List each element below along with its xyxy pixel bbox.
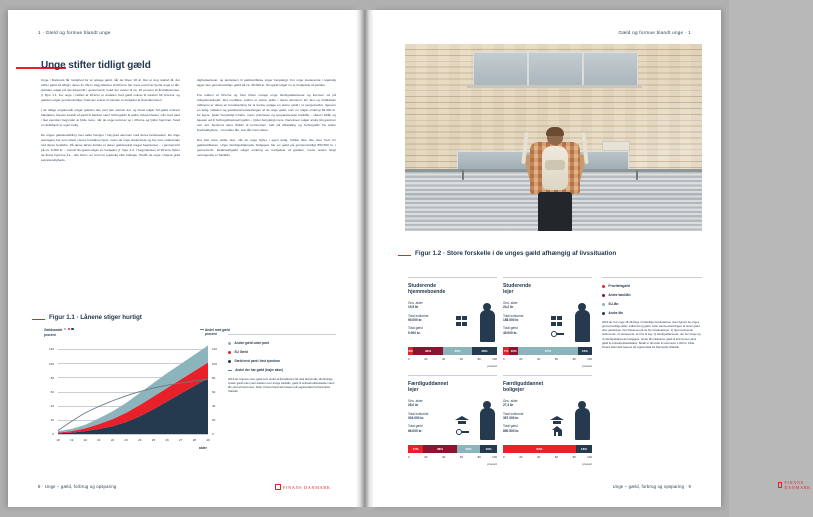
window-sill xyxy=(467,85,642,88)
running-head-left: 1 · Gæld og formue blandt unge xyxy=(38,30,111,35)
scale-tick: 0 xyxy=(503,357,505,361)
person-icon xyxy=(575,408,590,440)
panel-debt-label: Total gæld xyxy=(503,326,518,331)
legend-label: SU Gæld xyxy=(234,349,248,354)
figure-1-2-note: 2019-tal. For unge 18-29-årige i forskellige livssituationer viser figuren de unges gennemsnitlige alder, indkomst og gæld, samt sammensætningen af deres gæld efter gældstype. Der fokuseres på de fire livssituationer: 1) hjemmeboende studerende, 2) studerende, der bor til leje, 3) færdiguddannede, der bor til leje og 4) færdiguddannede boligejere. Andre lån inkluderer gæld til kommunen samt gæld til onlinekreditselskaber. Beløb er afrundet til nærmeste 1.000 kr. Kilde: Finans Danmark baseret på registerdata fra Danmarks Statistik. xyxy=(602,320,701,350)
panel-age-label: Gns. alder xyxy=(503,398,518,403)
figure-1-2-legend xyxy=(602,277,702,350)
bar-segment: 16% xyxy=(578,347,592,355)
bar-segment: 38% xyxy=(423,445,457,453)
house-icon xyxy=(552,426,563,436)
legend-label: SU-lån xyxy=(608,301,619,306)
graduation-cap-icon xyxy=(455,416,469,424)
panel-title-line2: boligejer xyxy=(503,387,525,394)
graduation-cap-icon xyxy=(550,416,564,424)
x-tick: 28 xyxy=(192,438,197,442)
scale-tick: 60 xyxy=(554,357,558,361)
bar-segment: 17% xyxy=(408,445,423,453)
figure-1-1-rule xyxy=(32,319,45,320)
scale-tick: 0 xyxy=(503,455,505,459)
bar-scale xyxy=(503,455,592,466)
y-tick-right: 60 xyxy=(212,389,216,394)
scale-tick: 60 xyxy=(459,455,463,459)
photo-young-person-building xyxy=(405,44,702,231)
panel-income-label: Total indkomst xyxy=(503,411,524,416)
scale-tick: 0 xyxy=(408,455,410,459)
legend-label: Prioritetsgæld xyxy=(608,283,630,288)
panel-title-line2: hjemmeboende xyxy=(408,289,446,296)
logo-mark-icon xyxy=(275,484,281,490)
key-icon xyxy=(456,429,469,435)
legend-dots-icon xyxy=(64,328,73,330)
person-with-backpack xyxy=(527,128,583,231)
panel-income-label: Total indkomst xyxy=(503,313,524,318)
scale-tick: 80 xyxy=(572,455,576,459)
legend-label: Andre lån xyxy=(608,310,624,315)
x-tick: 23 xyxy=(124,438,128,442)
legend-divider xyxy=(602,277,702,278)
figure-1-1-caption: Figur 1.1 · Lånene stiger hurtigt xyxy=(49,314,142,321)
legend-item xyxy=(602,285,702,289)
y-axis-title-right-line2: procent xyxy=(205,332,217,337)
panel-age-value: 27,3 år xyxy=(503,403,514,408)
legend-items xyxy=(602,285,702,316)
panel-title-line1: Studerende xyxy=(408,283,437,289)
panel-debt-value: 9.000 kr. xyxy=(408,330,421,335)
legend-item xyxy=(228,351,336,355)
scale-tick: 60 xyxy=(554,455,558,459)
legend-item xyxy=(228,342,336,346)
legend-item xyxy=(602,303,702,307)
panel-title xyxy=(408,381,497,394)
panel-title-line2: lejer xyxy=(408,387,419,394)
legend-dot-icon xyxy=(602,285,605,288)
x-tick: 27 xyxy=(179,438,183,442)
scale-tick: 40 xyxy=(441,455,446,459)
wall-vent xyxy=(602,141,630,151)
upper-window xyxy=(473,52,638,87)
scale-tick: 40 xyxy=(536,357,541,361)
running-head-right: Gæld og formue blandt unge · 1 xyxy=(618,30,691,35)
panel-icons xyxy=(455,396,495,440)
stacked-bar xyxy=(408,445,497,453)
person-icon xyxy=(480,408,495,440)
paragraph: Unge i Danmark får mulighed for at optage gæld, når de bliver 18 år. Det er dog relativt få, der stifter gæld så tidligt i deres liv. Men i begyndelsen af 20'erne har mere end hver fjerde unge et lån. Gælden udgør på det tidspunkt i gennemsnit, hvad der svarer til ca. 15 procent af årsindkomsten, jf. figur 1.1. For unge i midten af 20'erne er andelen med gæld vokset til næsten 60 procent, og gælden udgør gennemsnitligt, hvad der svarer til næsten to tredjedel af årsindkomsten. xyxy=(41,78,180,102)
figure-1-1-legend xyxy=(228,334,336,395)
bar-scale xyxy=(408,455,497,466)
bar-segment: 10% xyxy=(510,349,517,354)
logo-text: FINANS DANMARK xyxy=(283,484,331,490)
legend-dot-icon xyxy=(602,312,605,315)
scale-tick: 100 xyxy=(492,455,497,459)
window-icon xyxy=(456,316,467,326)
figure-1-2-panels xyxy=(408,277,592,467)
legend-item xyxy=(602,294,702,298)
panel-age-value: 19,5 år xyxy=(408,305,419,310)
book-gutter xyxy=(356,10,373,507)
scale-tick: 20 xyxy=(424,455,428,459)
bar-segment: 26% xyxy=(457,445,480,453)
panel-debt-label: Total gæld xyxy=(408,326,423,331)
figure-1-2-panel xyxy=(408,277,497,369)
stacked-bar xyxy=(408,347,497,355)
bar-segment: 82% xyxy=(503,445,576,453)
x-tick: 18 xyxy=(56,438,60,442)
page-title: Unge stifter tidligt gæld xyxy=(41,60,151,71)
bar-scale xyxy=(503,357,592,368)
scale-unit: procent xyxy=(487,364,497,368)
stacked-bar xyxy=(503,347,592,355)
person-icon xyxy=(480,310,495,342)
person-icon xyxy=(575,310,590,342)
paragraph: De unges gældsudvikling over alder hænger i høj grad sammen med deres livssituation. De unge teenagere bor som oftest i deres forældres hjem, mens de unge studerende og bor som studerende ved deres forældre. På deres første kvinde er deres gældsspiral meget begrænset – i gennemsnit på ca. 9.000 kr. – hvoraf SU-gæld udgør en tredjedel, jf. figur 1.2. I begyndelsen af 20'erne flytter de fleste hjemme fra - ofte først i en form for lejebolig eller kollegie. Herfår de unge i højere grad selvstændigheds- xyxy=(41,133,181,162)
panel-icons xyxy=(550,396,590,440)
y-tick-right: 80 xyxy=(212,375,216,380)
panel-income-value: 367.000 kr. xyxy=(503,416,520,421)
bar-segment: 19% xyxy=(480,445,497,453)
panel-title xyxy=(503,381,592,394)
scale-unit: procent xyxy=(487,462,497,466)
legend-label: Andel der har gæld (højre akse) xyxy=(235,367,284,372)
scale-tick: 20 xyxy=(424,357,428,361)
scale-tick: 100 xyxy=(587,357,592,361)
x-tick: 22 xyxy=(110,438,115,442)
y-axis-title-left-line2: procent xyxy=(44,332,56,337)
y-tick-left: 20 xyxy=(50,418,54,423)
y-tick-right: 40 xyxy=(212,404,216,409)
scale-tick: 80 xyxy=(572,357,576,361)
legend-label: Anden gæld uden pant xyxy=(234,340,269,345)
hair xyxy=(546,127,564,136)
stacked-bar xyxy=(503,445,592,453)
figure-1-1-note: 2019-tal. Figuren viser gæld som andel af årsindkomst før skat blandt alle 18-29-årige. Anden gæld uden pant dækker over øvrige banklån, gæld til onlinekreditselskaber samt lån ydet af kommuner. Kilde: Finans Danmark baseret på registerdata fra Danmarks Statistik. xyxy=(228,377,335,394)
scale-tick: 80 xyxy=(477,455,481,459)
y-tick-right: 120 xyxy=(212,347,218,352)
scale-tick: 100 xyxy=(587,455,592,459)
paragraph: I de tidlige ungdomsår udgør gælden den part den største del, og heraf udgør SU-gæld omtrent halvdelen. Resten består af gæld til banken samt forbrugslån til andre virksomheder. Lån med pant i fast ejendom begynder at fylde mere, når de unge kommer op i 20'erne og fylder hjemmet, hvad en deltidsjob er egen bolig. xyxy=(41,108,180,127)
panel-age-label: Gns. alder xyxy=(408,300,423,305)
panel-income-value: 304.000 kr. xyxy=(408,416,425,421)
scale-tick: 80 xyxy=(477,357,481,361)
legend-dot-icon xyxy=(228,360,231,363)
railing-post xyxy=(636,170,638,180)
panel-age-label: Gns. alder xyxy=(503,300,518,305)
finans-danmark-logo-left xyxy=(275,484,331,490)
area-chart-svg xyxy=(58,342,208,434)
x-tick: 29 xyxy=(206,438,210,442)
scale-tick: 40 xyxy=(441,357,446,361)
scale-unit: procent xyxy=(582,462,592,466)
backpack xyxy=(542,146,568,190)
key-icon xyxy=(551,331,564,337)
panel-income-label: Total indkomst xyxy=(408,313,429,318)
scale-tick: 40 xyxy=(536,455,541,459)
scale-tick: 0 xyxy=(408,357,410,361)
logo-text: FINANS DANMARK xyxy=(784,480,811,490)
panel-income-value: 90.000 kr. xyxy=(408,318,423,323)
railing-post xyxy=(462,170,464,180)
y-tick-left: 100 xyxy=(48,361,54,366)
legend-label: Gæld med pant i fast ejendom xyxy=(234,358,280,363)
y-axis-title-left-line1: Gældsandel xyxy=(44,328,63,333)
panel-title xyxy=(503,283,592,296)
x-tick: 26 xyxy=(165,438,169,442)
legend-label: Andre banklån xyxy=(608,292,631,297)
panel-title xyxy=(408,283,497,296)
y-tick-left: 80 xyxy=(50,375,54,380)
panel-age-label: Gns. alder xyxy=(408,398,423,403)
x-axis-title: alder xyxy=(199,446,207,450)
paragraph: Det helt store skifte sker, når de unge flytter i egen bolig, hvilket ikke ofte sker frem for gældsstiftelsen. Unge færdiguddannede boligejere har en gæld på gennemsnitligt 850.500 kr. i gennemsnit. Realkreditgæld udgør omkring en tredjedele af gælden, mens resten langt overvejende er banklån. xyxy=(197,138,336,157)
window-icon xyxy=(551,316,562,326)
x-tick: 21 xyxy=(97,438,101,442)
legend-item xyxy=(228,360,336,364)
scale-tick: 100 xyxy=(492,357,497,361)
article-column-2 xyxy=(197,78,336,168)
legend-item xyxy=(602,312,702,316)
panel-debt-value: 45.000 kr. xyxy=(503,330,518,335)
panel-icons xyxy=(455,298,495,342)
scale-tick: 20 xyxy=(519,357,523,361)
article-column-1 xyxy=(41,78,180,168)
paragraph: Fra midten af 20'erne og frem bliver mange unge færdiguddannede og kommer ud på arbejdsmarkedet. Det medfører endnu et større skifte i deres økonomi. En fast og fuldtidsløn indkomst er oftest en forudsætning for at kunne optage en større gæld i et pengeinstitut, ligesom en bolig. Gælden og gældsammensætningen af de unge gæld, som nu udgør omkring 66.000 kr. for lejere, fylder betydeligt mindre, mens prioriteten og opsparetterede banklån – såsom billån og lejesæt ad til forbrugsfinansieringslån – fylder betydeligt mere. Derudover udgør andre lån gæld en stor del. Derimod være lånlån til kommunen, køb på afbetaling og forbrugslån fra andre kreditudbydere – herunder lån, ene-lån med videre. xyxy=(197,93,336,132)
finans-danmark-logo-right xyxy=(778,480,813,490)
footer-right: Unge – gæld, forbrug og opsparing · 9 xyxy=(612,484,691,489)
trousers xyxy=(538,192,572,231)
panel-title-line1: Studerende xyxy=(503,283,532,289)
legend-dot-icon xyxy=(228,342,231,345)
legend-divider xyxy=(228,334,336,335)
panel-income-value: 158.000 kr. xyxy=(503,318,520,323)
figure-1-2-panel xyxy=(503,375,592,467)
y-axis-title-right-line1: Andel med gæld xyxy=(205,328,230,332)
x-tick: 25 xyxy=(151,438,156,442)
scale-unit: procent xyxy=(582,364,592,368)
panel-title-line1: Færdiguddannet xyxy=(408,381,449,387)
y-axis-title-right xyxy=(200,328,230,337)
y-tick-left: 120 xyxy=(48,347,54,352)
scale-tick: 20 xyxy=(519,455,523,459)
article-columns xyxy=(41,78,336,168)
figure-1-1 xyxy=(32,328,336,478)
figure-1-2-rule xyxy=(398,255,411,256)
left-page xyxy=(8,10,356,507)
y-tick-left: 0 xyxy=(52,432,54,437)
y-tick-right: 20 xyxy=(212,418,216,423)
panel-debt-value: 66.000 kr. xyxy=(408,428,423,433)
panel-age-value: 24,2 år xyxy=(503,305,514,310)
legend-line-icon xyxy=(228,370,232,371)
panel-debt-label: Total gæld xyxy=(408,424,423,429)
figure-1-2-panel xyxy=(503,277,592,369)
figure-1-1-plot xyxy=(48,342,218,450)
bar-segment: 33% xyxy=(443,347,472,355)
x-tick: 20 xyxy=(83,438,87,442)
legend-items xyxy=(228,342,336,373)
y-tick-left: 60 xyxy=(50,389,54,394)
panel-debt-value: 850.500 kr. xyxy=(503,428,520,433)
footer-left: 8 · Unge – gæld, forbrug og opsparing xyxy=(38,484,117,489)
bar-segment: 67% xyxy=(518,347,578,355)
y-axis-title-left xyxy=(44,328,74,337)
paragraph: dighedsansvar, og ændelsen til gældsstiftelse stiger betydeligt. For unge studerende i lejebolig ligger den gennemsnitlige gæld på ca. 45.000 kr. SU-gæld udgør nu to tredjedele af gælden. xyxy=(197,78,336,87)
bar-scale xyxy=(408,357,497,368)
bar-segment: 18% xyxy=(576,445,592,453)
line-swatch-icon xyxy=(200,329,204,330)
logo-mark-icon xyxy=(778,482,782,488)
x-tick: 24 xyxy=(138,438,142,442)
figure-1-2-panel xyxy=(408,375,497,467)
bar-segment: 6% xyxy=(408,349,413,354)
y-tick-right: 100 xyxy=(212,361,218,366)
panel-title-line1: Færdiguddannet xyxy=(503,381,544,387)
legend-dot-icon xyxy=(602,303,605,306)
x-tick: 19 xyxy=(69,438,74,442)
panel-title-line2: lejer xyxy=(503,289,514,296)
bar-segment: 28% xyxy=(472,347,497,355)
panel-debt-label: Total gæld xyxy=(503,424,518,429)
legend-item xyxy=(228,369,336,373)
legend-dot-icon xyxy=(602,294,605,297)
scale-tick: 60 xyxy=(459,357,463,361)
panel-income-label: Total indkomst xyxy=(408,411,429,416)
y-tick-right: 0 xyxy=(212,432,214,437)
legend-dot-icon xyxy=(228,351,231,354)
y-tick-left: 40 xyxy=(50,404,54,409)
bar-segment: 7% xyxy=(503,349,509,354)
panel-age-value: 26,0 år xyxy=(408,403,419,408)
panel-icons xyxy=(550,298,590,342)
figure-1-2-caption: Figur 1.2 · Store forskelle i de unges gæld afhængig af livssituation xyxy=(415,250,617,257)
bar-segment: 33% xyxy=(413,347,442,355)
